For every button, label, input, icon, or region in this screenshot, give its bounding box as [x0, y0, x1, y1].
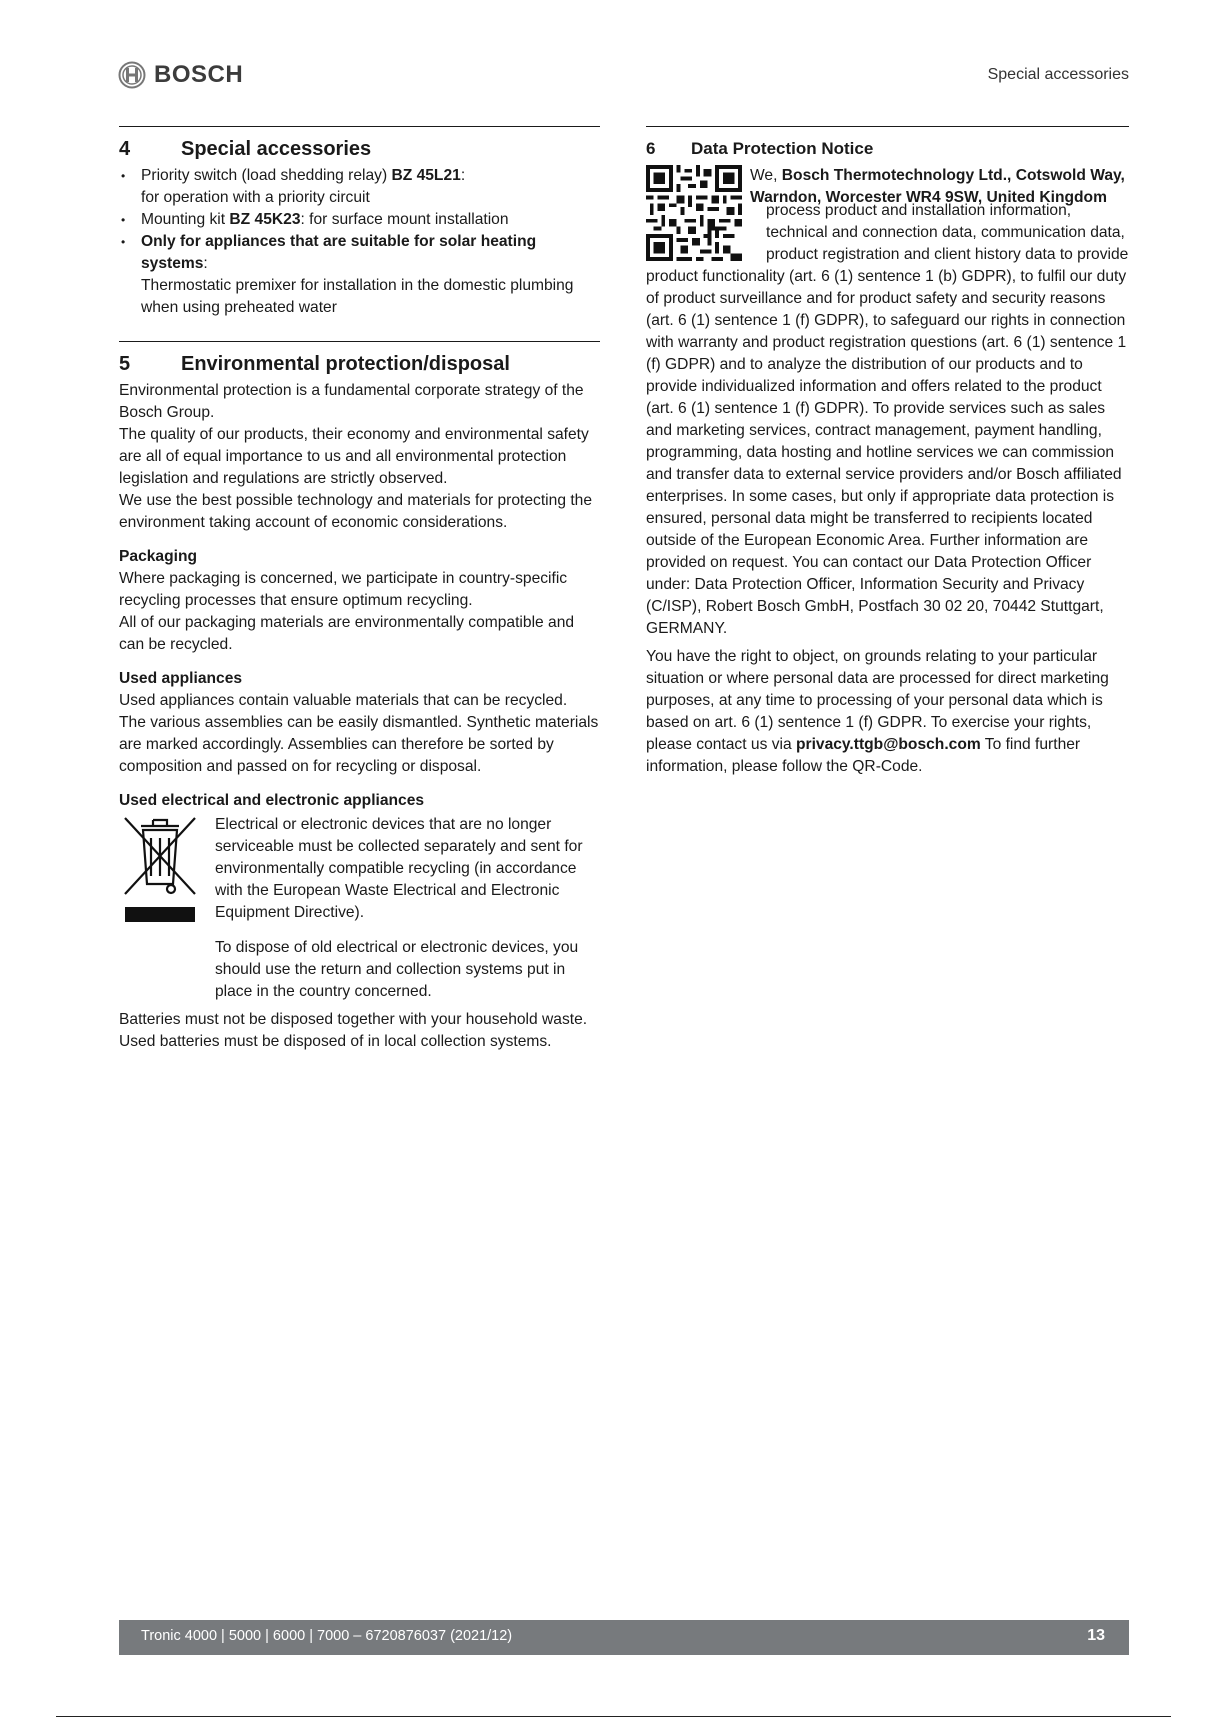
- bosch-armature-icon: [118, 61, 146, 89]
- privacy-email-link[interactable]: privacy.ttgb@bosch.com: [795, 736, 981, 753]
- packaging-heading: Packaging: [119, 548, 197, 565]
- paragraph: Environmental protection is a fundamental corporate strategy of the Bosch Group.: [119, 382, 584, 421]
- paragraph: Electrical or electronic devices that are no longer serviceable must be collected separately and sent for environmentally compatible recycling (in accordance with the European Waste Electrical and Electronic Equipment Directive).: [215, 816, 583, 921]
- paragraph: The various assemblies can be easily dismantled. Synthetic materials are marked accordingly. Assemblies can therefore be sorted by composition and passed on for recycling or disposal.: [119, 714, 599, 775]
- left-column: [119, 126, 600, 1053]
- accessory-list: [119, 165, 600, 319]
- list-item: • Priority switch (load shedding relay) BZ 45L21: for operation with a priority circuit: [119, 165, 600, 209]
- batteries-paragraph: Batteries must not be disposed together with your household waste. Used batteries must be disposed of in local collection systems.: [119, 1011, 588, 1050]
- paragraph: To dispose of old electrical or electronic devices, you should use the return and collection systems put in place in the country concerned.: [215, 939, 579, 1000]
- weee-block: [119, 814, 600, 931]
- section-number: 5: [119, 353, 131, 375]
- list-item: • Mounting kit BZ 45K23: for surface mount installation: [119, 209, 600, 231]
- brand-name: BOSCH: [154, 61, 244, 88]
- section-4-heading: [119, 137, 600, 161]
- brand-logo: [118, 61, 243, 89]
- section-title: Special accessories: [181, 138, 372, 160]
- company-line: We, Bosch Thermotechnology Ltd., Cotswold Way, Warndon, Worcester WR4 9SW, United Kingdom: [750, 167, 1125, 206]
- weee-heading: Used electrical and electronic appliances: [119, 792, 425, 809]
- paragraph: The quality of our products, their economy and environmental safety are all of equal importance to us and all environmental protection legislation and regulations are strictly observed.: [119, 426, 589, 487]
- section-number: 4: [119, 138, 131, 160]
- data-protection-paragraph: process product and installation information, technical and connection data, communication data, product registration and client history data to provide product functionality (art. 6 (1) sentence 1 (b) GDPR), to fulfil our duty of product surveillance and for product safety and security reasons (art. 6 (1) sentence 1 (f) GDPR), to safeguard our rights in connection with warranty and product registration questions (art. 6 (1) sentence 1 (f) GDPR) and to analyze the distribution of our products and to provide individualized information and offers related to the product (art. 6 (1) sentence 1 (f) GDPR). To provide services such as sales and marketing services, contract management, payment handling, programming, data hosting and hotline services we can commission and transfer data to external service providers and/or Bosch affiliated enterprises. In some cases, but only if appropriate data protection is ensured, personal data might be transferred to recipients located outside of the European Economic Area. Further information are provided on request. You can contact our Data Protection Officer under: Data Protection Officer, Information Security and Privacy (C/ISP), Robert Bosch GmbH, Postfach 30 02 20, 70442 Stuttgart, GERMANY.: [646, 156, 1129, 640]
- running-header: Special accessories: [987, 66, 1129, 83]
- document-reference: Tronic 4000 | 5000 | 6000 | 7000 – 6720876037 (2021/12): [141, 1628, 513, 1644]
- crossed-out-wheelie-bin-icon: [119, 814, 201, 926]
- section-divider: [119, 341, 600, 342]
- page-bottom-rule: [56, 1716, 1171, 1717]
- paragraph: Used appliances contain valuable materials that can be recycled.: [119, 692, 568, 709]
- section-divider: [119, 126, 600, 127]
- company-name: Bosch Thermotechnology Ltd., Cotswold Way, Warndon, Worcester WR4 9SW, United Kingdom: [750, 167, 1125, 206]
- page-number: 13: [1087, 1627, 1105, 1644]
- list-item: • Only for appliances that are suitable for solar heating systems: Thermostatic premixer for installation in the domestic plumbing when using preheated water: [119, 231, 600, 319]
- paragraph: Where packaging is concerned, we participate in country-specific recycling processes that ensure optimum recycling.: [119, 570, 568, 609]
- section-divider: [646, 126, 1129, 127]
- qr-code-icon[interactable]: [646, 165, 742, 261]
- right-to-object-paragraph: You have the right to object, on grounds relating to your particular situation or where personal data are processed for direct marketing purposes, at any time to processing of your personal data which is based on art. 6 (1) sentence 1 (f) GDPR. To exercise your rights, please contact us via privacy.ttgb@bosch.com To find further information, please follow the QR-Code.: [646, 648, 1109, 775]
- section-title: Data Protection Notice: [691, 139, 874, 158]
- paragraph: We use the best possible technology and materials for protecting the environment taking account of economic considerations.: [119, 492, 592, 531]
- footer-bar: [119, 1620, 1129, 1655]
- paragraph: All of our packaging materials are environmentally compatible and can be recycled.: [119, 614, 575, 653]
- right-column: [646, 126, 1129, 778]
- section-number: 6: [646, 139, 656, 158]
- used-appliances-heading: Used appliances: [119, 670, 243, 687]
- section-title: Environmental protection/disposal: [181, 353, 510, 375]
- section-5-heading: [119, 352, 600, 376]
